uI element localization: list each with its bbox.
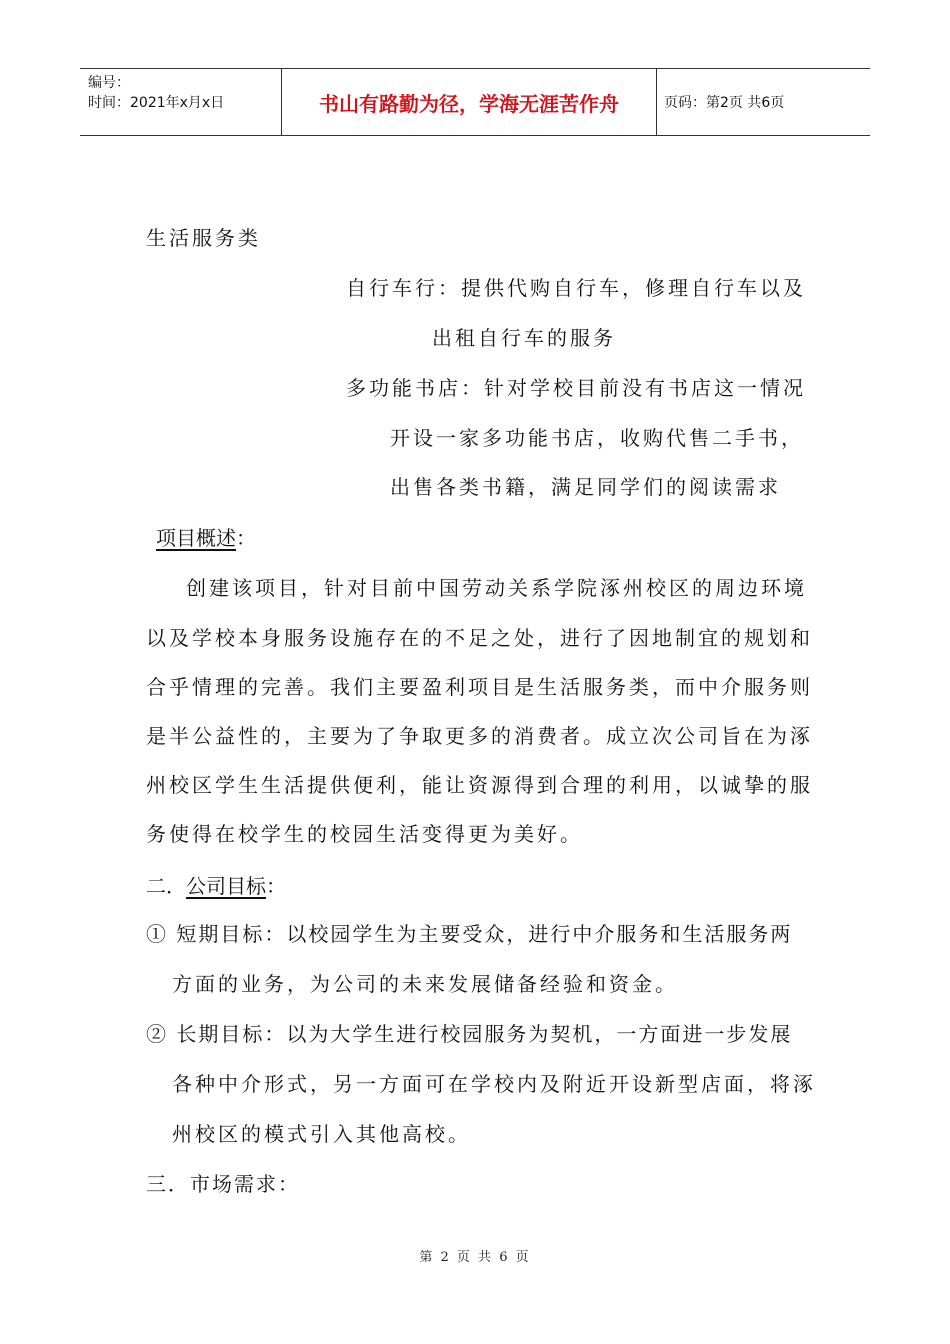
overview-heading [156,522,256,551]
bookstore-line-1: 多功能书店：针对学校目前没有书店这一情况 [346,376,806,400]
overview-paragraph-line: 务使得在校学生的校园生活变得更为美好。 [146,822,583,846]
bike-shop-line-2: 出租自行车的服务 [432,326,616,350]
header-divider [656,69,657,135]
bookstore-line-2: 开设一家多功能书店，收购代售二手书， [390,426,804,450]
long-term-goal-line-3: 州校区的模式引入其他高校。 [172,1122,471,1146]
short-term-goal-line-2: 方面的业务，为公司的未来发展储备经验和资金。 [172,972,678,996]
goals-heading-prefix: 二． [146,874,186,898]
long-term-goal-line-2: 各种中介形式，另一方面可在学校内及附近开设新型店面，将涿 [172,1072,816,1096]
overview-heading-text: 项目概述 [156,526,236,550]
goals-heading-colon: ： [266,874,286,898]
short-term-goal-line-1: ① 短期目标：以校园学生为主要受众，进行中介服务和生活服务两 [146,922,793,946]
section-life-services: 生活服务类 [146,226,261,250]
bike-shop-line-1: 自行车行：提供代购自行车，修理自行车以及 [346,276,806,300]
overview-paragraph-line: 州校区学生生活提供便利，能让资源得到合理的利用，以诚挚的服 [146,773,813,797]
goals-heading-text: 公司目标 [186,874,266,898]
header-motto: 书山有路勤为径，学海无涯苦作舟 [319,91,619,116]
overview-paragraph-line: 创建该项目，针对目前中国劳动关系学院涿州校区的周边环境 [186,576,807,600]
document-date-label: 时间：2021年x月x日 [88,95,225,111]
market-demand-heading: 三．市场需求： [146,1172,300,1196]
header-meta [88,73,224,113]
goals-heading [146,870,286,899]
overview-paragraph-line: 合乎情理的完善。我们主要盈利项目是生活服务类，而中介服务则 [146,675,813,699]
page-footer: 第 2 页 共 6 页 [419,1250,531,1265]
page-header [80,68,870,136]
bookstore-line-3: 出售各类书籍，满足同学们的阅读需求 [390,475,781,499]
header-page-number: 页码：第2页 共6页 [664,95,785,111]
overview-paragraph-line: 以及学校本身服务设施存在的不足之处，进行了因地制宜的规划和 [146,626,813,650]
overview-heading-colon: ： [236,526,256,550]
overview-paragraph-line: 是半公益性的，主要为了争取更多的消费者。成立次公司旨在为涿 [146,724,813,748]
long-term-goal-line-1: ② 长期目标：以为大学生进行校园服务为契机，一方面进一步发展 [146,1022,793,1046]
document-number-label: 编号： [88,75,130,91]
